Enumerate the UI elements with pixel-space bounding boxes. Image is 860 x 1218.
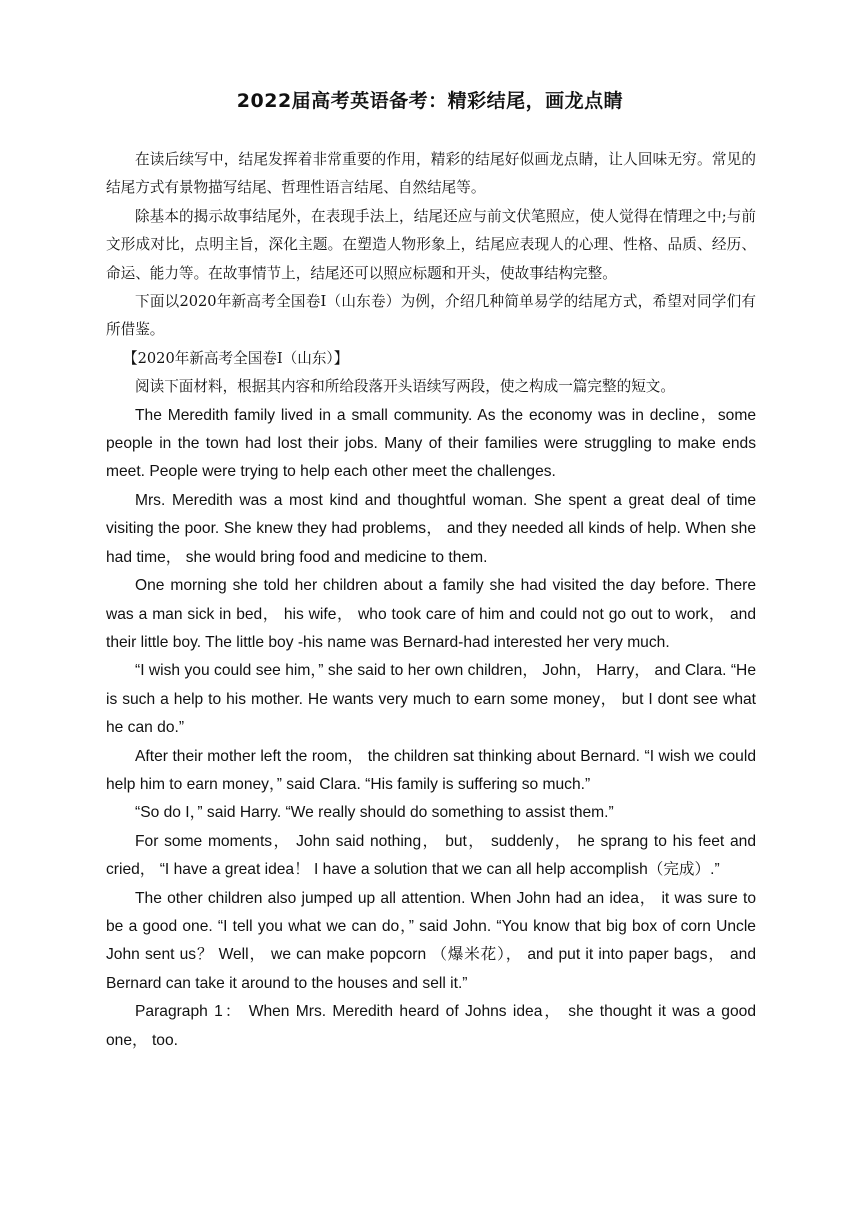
paragraph: One morning she told her children about a family she had visited the day before. There was a man sick in bed， his wife， who took care of him and could not go out to work， and their little boy. The little boy -his name was Bernard-had interested her very much. xyxy=(106,577,756,651)
section-heading: 【2020年新高考全国卷I（山东）】 xyxy=(123,349,349,367)
paragraph: For some moments， John said nothing， but， suddenly， he sprang to his feet and cried， “I have a great idea！ I have a solution that we can all help accomplish（完成）.” xyxy=(106,832,756,879)
paragraph: Mrs. Meredith was a most kind and thoughtful woman. She spent a great deal of time visiting the poor. She knew they had problems， and they needed all kinds of help. When she had time， she would bring food and medicine to them. xyxy=(106,491,756,566)
paragraph: Paragraph 1： When Mrs. Meredith heard of Johns idea， she thought it was a good one， too. xyxy=(106,1003,756,1049)
document-body xyxy=(106,146,756,1055)
paragraph: After their mother left the room， the children sat thinking about Bernard. “I wish we could help him to earn money，” said Clara. “His family is suffering so much.” xyxy=(106,747,756,793)
paragraph: “So do I，” said Harry. “We really should do something to assist them.” xyxy=(135,804,614,822)
paragraph: “I wish you could see him，” she said to her own children， John， Harry， and Clara. “He is such a help to his mother. He wants very much to earn some money， but I dont see what he can do.” xyxy=(106,662,756,737)
document-title: 2022届高考英语备考：精彩结尾，画龙点睛 xyxy=(236,90,624,112)
paragraph: 在读后续写中，结尾发挥着非常重要的作用，精彩的结尾好似画龙点睛，让人回味无穷。常见的结尾方式有景物描写结尾、哲理性语言结尾、自然结尾等。 xyxy=(106,151,756,197)
paragraph: The Meredith family lived in a small community. As the economy was in decline，some people in the town had lost their jobs. Many of their families were struggling to make ends meet. People were trying to help each other meet the challenges. xyxy=(106,406,756,481)
paragraph: 阅读下面材料，根据其内容和所给段落开头语续写两段，使之构成一篇完整的短文。 xyxy=(135,378,675,396)
paragraph: 除基本的揭示故事结尾外，在表现手法上，结尾还应与前文伏笔照应，使人觉得在情理之中;与前文形成对比，点明主旨，深化主题。在塑造人物形象上，结尾应表现人的心理、性格、品质、经历、命运、能力等。在故事情节上，结尾还可以照应标题和开头，使故事结构完整。 xyxy=(106,207,756,282)
paragraph: The other children also jumped up all attention. When John had an idea， it was sure to be a good one. “I tell you what we can do，” said John. “You know that big box of corn Uncle John sent us？ Well， we can make popcorn （爆米花）， and put it into paper bags， and Bernard can take it around to the houses and sell it.” xyxy=(106,889,756,992)
paragraph: 下面以2020年新高考全国卷I（山东卷）为例，介绍几种简单易学的结尾方式，希望对同学们有所借鉴。 xyxy=(106,293,756,339)
